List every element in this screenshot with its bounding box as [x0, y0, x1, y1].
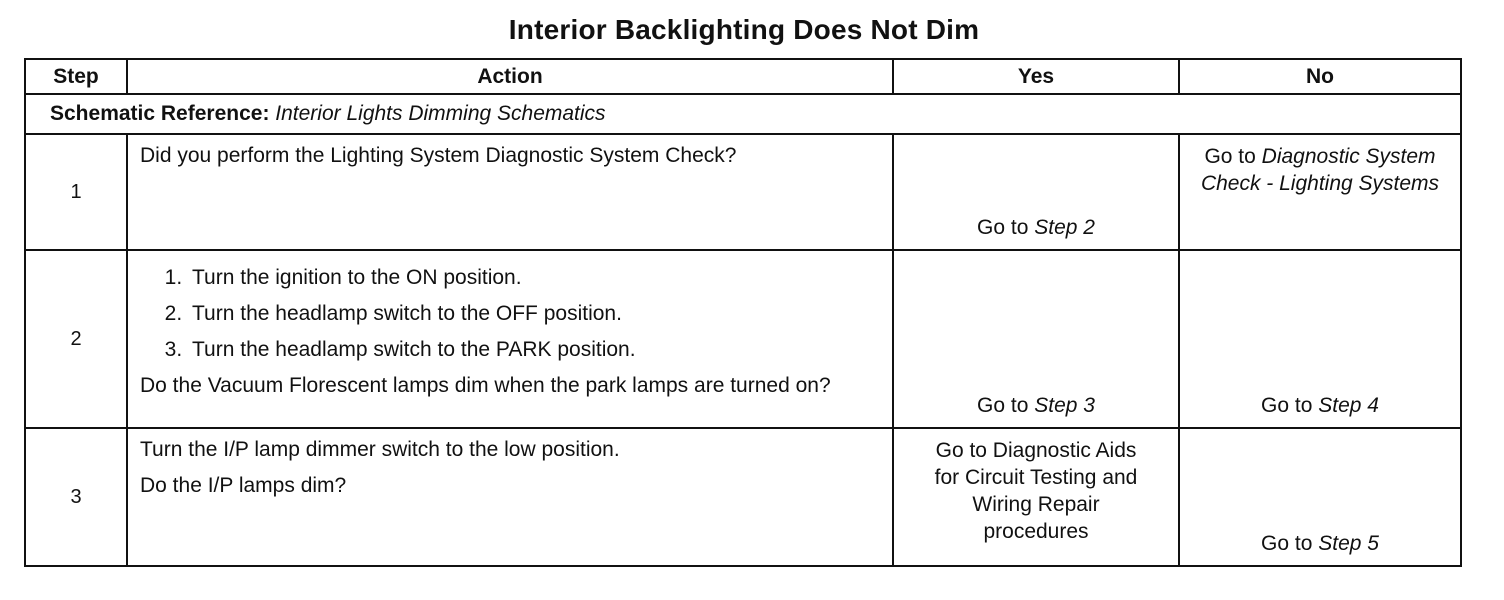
yes-text: Go to Diagnostic Aids for Circuit Testing and Wiring Repair procedures: [934, 439, 1138, 543]
header-no: No: [1179, 59, 1461, 94]
action-question: Do the Vacuum Florescent lamps dim when the park lamps are turned on?: [140, 374, 831, 397]
action-text: Did you perform the Lighting System Diagnostic System Check?: [140, 144, 737, 167]
diagnostic-table: [24, 58, 1462, 567]
header-yes: Yes: [893, 59, 1179, 94]
step-number: 2: [25, 250, 127, 428]
action-question: Do the I/P lamps dim?: [140, 474, 347, 497]
no-cell: [1179, 428, 1461, 566]
yes-cell: [893, 428, 1179, 566]
substep-item: 1. Turn the ignition to the ON position.: [188, 265, 880, 291]
yes-cell: [893, 134, 1179, 250]
yes-prefix: Go to: [977, 216, 1029, 239]
schematic-reference: [25, 94, 1461, 134]
page-title: Interior Backlighting Does Not Dim: [508, 14, 980, 45]
no-prefix: Go to: [1261, 394, 1313, 417]
header-step: Step: [25, 59, 127, 94]
action-cell: [127, 134, 893, 250]
table-row-step-2: [25, 250, 1461, 428]
step-number: 3: [25, 428, 127, 566]
schematic-reference-row: [25, 94, 1461, 134]
no-step-link[interactable]: Step 5: [1318, 532, 1379, 555]
header-action: Action: [127, 59, 893, 94]
no-cell: [1179, 134, 1461, 250]
no-step-link[interactable]: Step 4: [1318, 394, 1379, 417]
no-step-link[interactable]: Diagnostic System Check - Lighting Systems: [1200, 145, 1440, 195]
header-row: [25, 59, 1461, 94]
table-row-step-1: [25, 134, 1461, 250]
no-prefix: Go to: [1204, 145, 1256, 168]
yes-cell: [893, 250, 1179, 428]
no-prefix: Go to: [1261, 532, 1313, 555]
substep-item: 3. Turn the headlamp switch to the PARK position.: [188, 337, 880, 363]
action-text: Turn the I/P lamp dimmer switch to the low position.: [140, 438, 620, 461]
schematic-reference-label: Schematic Reference:: [50, 102, 270, 125]
no-cell: [1179, 250, 1461, 428]
step-number: 1: [25, 134, 127, 250]
schematic-reference-link[interactable]: Interior Lights Dimming Schematics: [275, 102, 606, 125]
yes-step-link[interactable]: Step 2: [1034, 216, 1095, 239]
substep-list: [162, 265, 880, 363]
action-cell: [127, 428, 893, 566]
yes-prefix: Go to: [977, 394, 1029, 417]
substep-item: 2. Turn the headlamp switch to the OFF position.: [188, 301, 880, 327]
yes-step-link[interactable]: Step 3: [1034, 394, 1095, 417]
table-row-step-3: [25, 428, 1461, 566]
action-cell: [127, 250, 893, 428]
